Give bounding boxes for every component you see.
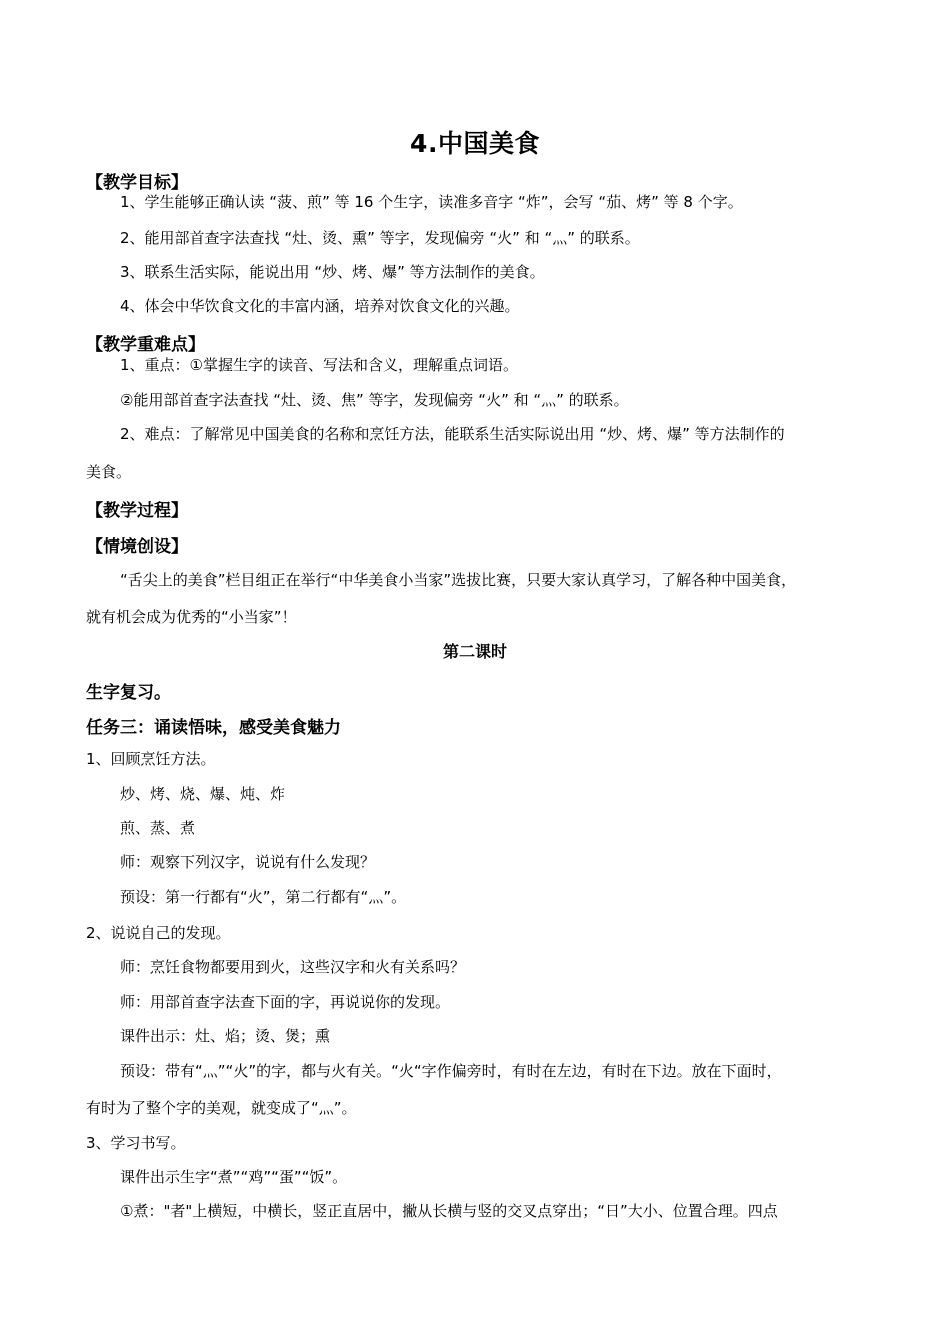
step2-preset-b: 有时为了整个字的美观，就变成了“灬”。: [86, 1099, 357, 1117]
step1-teacher: 师：观察下列汉字，说说有什么发现？: [120, 853, 376, 871]
step1-heading: 1、回顾烹饪方法。: [86, 750, 216, 768]
keypoint-line-3a: 2、难点：了解常见中国美食的名称和烹饪方法，能联系生活实际说出用 “炒、烤、爆” 等方法制作的: [120, 425, 785, 443]
lesson-period: 第二课时: [442, 642, 507, 661]
step2-heading: 2、说说自己的发现。: [86, 924, 231, 942]
step2-teacher-2: 师：用部首查字法查下面的字，再说说你的发现。: [120, 993, 451, 1011]
scene-line-2: 就有机会成为优秀的“小当家”！: [86, 608, 297, 626]
scene-line-1: “舌尖上的美食”栏目组正在举行“中华美食小当家”选拔比赛，只要大家认真学习，了解各种中国美食，: [120, 571, 797, 589]
keypoint-line-1: 1、重点：①掌握生字的读音、写法和含义，理解重点词语。: [120, 356, 518, 374]
process-heading: 【教学过程】: [86, 501, 188, 521]
task3-heading: 任务三：诵读悟味，感受美食魅力: [86, 718, 341, 738]
page-title: 4.中国美食: [410, 129, 540, 158]
review-heading: 生字复习。: [86, 683, 171, 703]
step1-row1: 炒、烤、烧、爆、炖、炸: [120, 785, 286, 803]
keypoint-line-2: ②能用部首查字法查找 “灶、烫、焦” 等字，发现偏旁 “火” 和 “灬” 的联系。: [120, 391, 629, 409]
step3-zhu: ①煮："者"上横短，中横长，竖正直居中，撇从长横与竖的交叉点穿出；“日”大小、位置合理。四点: [120, 1202, 778, 1220]
step2-teacher-1: 师：烹饪食物都要用到火，这些汉字和火有关系吗？: [120, 958, 466, 976]
objective-1: 1、学生能够正确认读 “菠、煎” 等 16 个生字，读准多音字 “炸”，会写 “茄、烤” 等 8 个字。: [120, 193, 743, 211]
keypoint-line-3b: 美食。: [86, 463, 132, 481]
keypoints-heading: 【教学重难点】: [86, 335, 205, 355]
step2-courseware: 课件出示：灶、焰；烫、煲；熏: [120, 1027, 331, 1045]
objective-2: 2、能用部首查字法查找 “灶、烫、熏” 等字，发现偏旁 “火” 和 “灬” 的联系。: [120, 229, 640, 247]
scene-heading: 【情境创设】: [86, 537, 188, 557]
step2-preset-a: 预设：带有“灬”“火”的字，都与火有关。“火“字作偏旁时，有时在左边，有时在下边。放在下面时，: [120, 1062, 782, 1080]
step1-row2: 煎、蒸、煮: [120, 819, 196, 837]
objective-3: 3、联系生活实际，能说出用 “炒、烤、爆” 等方法制作的美食。: [120, 263, 545, 281]
objective-4: 4、体会中华饮食文化的丰富内涵，培养对饮食文化的兴趣。: [120, 297, 520, 315]
step1-preset: 预设：第一行都有“火”，第二行都有“灬”。: [120, 888, 407, 906]
objectives-heading: 【教学目标】: [86, 173, 188, 193]
step3-courseware: 课件出示生字“煮”“鸡”“蛋”“饭”。: [120, 1168, 348, 1186]
step3-heading: 3、学习书写。: [86, 1134, 186, 1152]
